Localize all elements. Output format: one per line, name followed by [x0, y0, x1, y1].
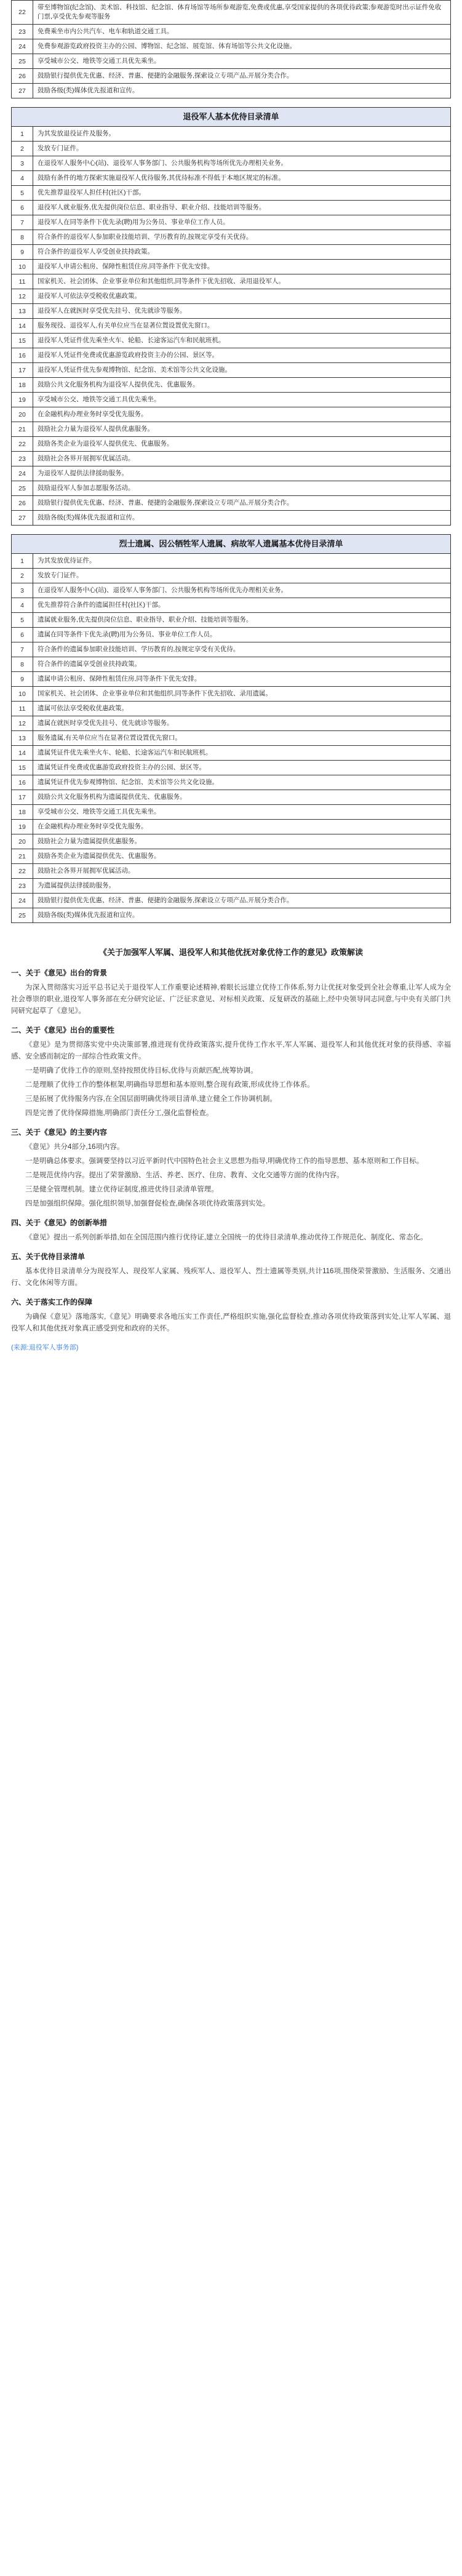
row-text: 服务遗属,有关单位应当在显著位置设置优先窗口。 [38, 734, 181, 742]
row-text: 发放专门证件。 [38, 572, 83, 579]
row-text: 鼓励各级(类)媒体优先报道和宣传。 [38, 87, 139, 94]
section-heading: 二、关于《意见》出台的重要性 [11, 1026, 115, 1034]
table-row [12, 702, 450, 716]
row-text: 遗属申请公租房、保障性租赁住房,同等条件下优先安排。 [38, 675, 201, 682]
table-row [12, 378, 450, 393]
row-text: 退役军人凭证件优先乘坐火车、轮船、长途客运汽车和民航班机。 [38, 337, 225, 344]
section-paragraph: 四是加强组织保障。强化组织领导,加强督促检查,确保各项优待政策落到实处。 [25, 1200, 270, 1207]
row-text: 鼓励公共文化服务机构为退役军人提供优先、优惠服务。 [38, 381, 199, 388]
row-number: 24 [12, 39, 33, 54]
row-number: 7 [12, 215, 33, 230]
row-number: 5 [12, 186, 33, 200]
section-paragraph: 为深入贯彻落实习近平总书记关于退役军人工作重要论述精神,着眼长远建立优待工作体系,努力让优抚对象受到全社会尊重,让军人成为全社会尊崇的职业,退役军人事务部在充分研究论证、广泛征求意见、对标相关政策、反复研改的基础上,经中央领导同志同意,与中央有关部门共同研究起草了《意见》。 [11, 984, 451, 1015]
row-text: 遗属凭证件优先参观博物馆、纪念馆、美术馆等公共文化设施。 [38, 778, 218, 786]
table-row [12, 25, 450, 39]
table-row [12, 215, 450, 230]
section-paragraph: 《意见》提出一系列创新举措,如在全国范围内推行优待证,建立全国统一的优待目录清单,推动优待工作规范化、制度化、常态化。 [25, 1234, 428, 1241]
table-row [12, 820, 450, 834]
row-text: 鼓励各级(类)媒体优先报道和宣传。 [38, 911, 139, 919]
row-text: 在退役军人服务中心(站)、退役军人事务部门、公共服务机构等场所优先办理相关业务。 [38, 159, 287, 167]
row-text: 鼓励社会各界开展拥军优属活动。 [38, 455, 135, 462]
row-number: 21 [12, 422, 33, 436]
row-number: 21 [12, 849, 33, 863]
section-paragraph: 一是明确了优待工作的原则,坚持按照优待目标,优待与贡献匹配,统筹协调。 [25, 1067, 258, 1074]
section-heading: 六、关于落实工作的保障 [11, 1298, 93, 1306]
section-paragraph: 《意见》是为贯彻落实党中央决策部署,推进现有优待政策落实,提升优待工作水平,军人军属、退役军人和其他优抚对象的获得感、幸福感、安全感而制定的一部综合性政策文件。 [11, 1041, 451, 1060]
row-number: 24 [12, 894, 33, 908]
row-text: 享受城市公交、地铁等交通工具优先乘坐。 [38, 57, 161, 65]
row-number: 2 [12, 569, 33, 583]
section-heading: 五、关于优待目录清单 [11, 1252, 86, 1261]
table-row [12, 319, 450, 334]
row-number: 26 [12, 496, 33, 510]
row-text: 国家机关、社会团体、企业事业单位和其他组织,同等条件下优先招收、录用退役军人。 [38, 278, 285, 285]
policy-interpretation-article [11, 923, 451, 1358]
row-number: 4 [12, 171, 33, 185]
table-row [12, 260, 450, 274]
row-text: 鼓励银行提供优先优惠、经济、普惠、便捷的金融服务,探索设立专项产品,开展分类合作。 [38, 72, 293, 79]
row-number: 12 [12, 716, 33, 730]
table-row [12, 289, 450, 304]
row-number: 19 [12, 820, 33, 834]
table-row [12, 864, 450, 879]
row-number: 12 [12, 289, 33, 303]
row-number: 22 [12, 1, 33, 24]
table-veteran-title: 退役军人基本优待目录清单 [12, 108, 450, 127]
row-text: 优先推荐退役军人担任村(社区)干部。 [38, 189, 145, 196]
row-number: 27 [12, 84, 33, 98]
table-row [12, 628, 450, 642]
row-number: 17 [12, 363, 33, 377]
table-row [12, 775, 450, 790]
row-text: 鼓励各类企业为遗属提供优先、优惠服务。 [38, 852, 161, 860]
row-text: 遗属凭证件优先乘坐火车、轮船、长途客运汽车和民航班机。 [38, 749, 212, 756]
row-number: 1 [12, 127, 33, 141]
row-number: 11 [12, 274, 33, 289]
row-number: 25 [12, 481, 33, 495]
table-row [12, 422, 450, 437]
table-row [12, 142, 450, 156]
row-text: 退役军人在就医时享受优先挂号、优先就诊等服务。 [38, 307, 186, 314]
row-text: 鼓励公共文化服务机构为遗属提供优先、优惠服务。 [38, 793, 186, 801]
row-text: 为退役军人提供法律援助服务。 [38, 470, 128, 477]
table-row [12, 452, 450, 466]
row-number: 27 [12, 511, 33, 525]
table-row [12, 805, 450, 820]
table-row [12, 186, 450, 201]
row-number: 14 [12, 319, 33, 333]
row-number: 20 [12, 834, 33, 849]
row-number: 2 [12, 142, 33, 156]
table-row [12, 274, 450, 289]
table-row [12, 790, 450, 805]
table-row [12, 156, 450, 171]
row-number: 5 [12, 613, 33, 627]
table-row [12, 39, 450, 54]
row-number: 14 [12, 746, 33, 760]
table-row [12, 171, 450, 186]
row-text: 鼓励社会力量为遗属提供优惠服务。 [38, 838, 141, 845]
table-row [12, 687, 450, 702]
table-row [12, 393, 450, 407]
section-heading: 一、关于《意见》出台的背景 [11, 969, 108, 977]
table-row [12, 69, 450, 84]
row-text: 在退役军人服务中心(站)、退役军人事务部门、公共服务机构等场所优先办理相关业务。 [38, 586, 287, 594]
row-number: 18 [12, 378, 33, 392]
table-martyr-title: 烈士遗属、因公牺牲军人遗属、病故军人遗属基本优待目录清单 [12, 535, 450, 554]
table-row [12, 511, 450, 525]
row-text: 符合条件的退役军人享受创业扶持政策。 [38, 248, 154, 255]
table-row [12, 201, 450, 215]
row-number: 10 [12, 687, 33, 701]
row-text: 享受城市公交、地铁等交通工具优先乘坐。 [38, 808, 161, 815]
row-text: 遗属在同等条件下优先录(聘)用为公务员、事业单位工作人员。 [38, 631, 217, 638]
table-row [12, 569, 450, 583]
table-row [12, 437, 450, 452]
table-row [12, 1, 450, 25]
row-text: 遗属在就医时享受优先挂号、优先就诊等服务。 [38, 719, 173, 727]
table-row [12, 230, 450, 245]
table-row [12, 834, 450, 849]
section-paragraph: 三是健全管理机制。建立优待证制度,推进优待目录清单管理。 [25, 1186, 218, 1193]
table-row [12, 407, 450, 422]
row-text: 符合条件的退役军人参加职业技能培训、学历教育的,按规定享受有关优待。 [38, 233, 253, 241]
row-number: 25 [12, 54, 33, 68]
row-text: 遗属就业服务,优先提供岗位信息、职业指导、职业介绍、技能培训等服务。 [38, 616, 253, 623]
table-row [12, 245, 450, 260]
row-text: 退役军人就业服务,优先提供岗位信息、职业指导、职业介绍、技能培训等服务。 [38, 204, 266, 211]
row-number: 8 [12, 230, 33, 244]
row-text: 符合条件的遗属享受创业扶持政策。 [38, 660, 141, 668]
row-text: 鼓励各级(类)媒体优先报道和宣传。 [38, 514, 139, 521]
article-source: (来源:退役军人事务部) [11, 1344, 79, 1351]
row-number: 16 [12, 775, 33, 790]
table-row [12, 908, 450, 922]
table-row [12, 348, 450, 363]
row-text: 带至博物馆(纪念馆)、美术馆、科技馆、纪念馆、体育场馆等场所参观游览,免费或优惠,享受国家提供的各项优待政策;参观游览时出示证件免收门票,享受优先参观等服务 [38, 4, 442, 20]
row-number: 6 [12, 201, 33, 215]
table-row [12, 894, 450, 908]
row-text: 鼓励各类企业为退役军人提供优先、优惠服务。 [38, 440, 173, 447]
row-text: 为其发放退役证件及服务。 [38, 130, 115, 137]
row-number: 19 [12, 393, 33, 407]
table-row [12, 613, 450, 628]
row-text: 发放专门证件。 [38, 145, 83, 152]
row-number: 15 [12, 334, 33, 348]
table-row [12, 746, 450, 761]
table-row [12, 731, 450, 746]
table-row [12, 127, 450, 142]
row-number: 6 [12, 628, 33, 642]
row-text: 服务现役、退役军人,有关单位应当在显著位置设置优先窗口。 [38, 322, 214, 329]
row-number: 7 [12, 642, 33, 657]
row-number: 22 [12, 864, 33, 878]
row-text: 鼓励社会各界开展拥军优属活动。 [38, 867, 135, 874]
section-paragraph: 基本优待目录清单分为现役军人、现役军人家属、残疾军人、退役军人、烈士遗属等类别,共计116项,围绕荣誉激励、生活服务、交通出行、文化休闲等方面。 [11, 1268, 451, 1287]
section-paragraph: 二是规范优待内容。提出了荣誉激励、生活、养老、医疗、住房、教育、文化交通等方面的优待内容。 [25, 1172, 344, 1179]
row-text: 退役军人凭证件免费或优惠游览政府投资主办的公园、景区等。 [38, 351, 218, 359]
row-text: 在金融机构办理业务时享受优先服务。 [38, 410, 148, 418]
table-row [12, 466, 450, 481]
row-number: 16 [12, 348, 33, 362]
table-row [12, 598, 450, 613]
section-paragraph: 二是理顺了优待工作的整体框架,明确指导思想和基本原则,整合现有政策,形成优待工作体系。 [25, 1081, 314, 1089]
row-number: 9 [12, 245, 33, 259]
row-text: 免费参观游览政府投资主办的公园、博物馆、纪念馆、展览馆、体育场馆等公共文化设施。 [38, 42, 296, 50]
row-number: 4 [12, 598, 33, 612]
row-number: 17 [12, 790, 33, 804]
row-text: 退役军人在同等条件下优先录(聘)用为公务员、事业单位工作人员。 [38, 218, 229, 226]
row-number: 13 [12, 731, 33, 745]
row-text: 退役军人凭证件优先参观博物馆、纪念馆、美术馆等公共文化设施。 [38, 366, 231, 374]
table-veteran-benefits [11, 107, 451, 526]
row-text: 遗属可依法享受税收优惠政策。 [38, 705, 128, 712]
row-number: 22 [12, 437, 33, 451]
row-text: 在金融机构办理业务时享受优先服务。 [38, 823, 148, 830]
row-number: 26 [12, 69, 33, 83]
table-row [12, 879, 450, 894]
table-row [12, 672, 450, 687]
row-text: 符合条件的遗属参加职业技能培训、学历教育的,按规定享受有关优待。 [38, 646, 240, 653]
section-paragraph: 一是明确总体要求。强调要坚持以习近平新时代中国特色社会主义思想为指导,明确优待工作的指导思想、基本原则和工作目标。 [25, 1158, 424, 1165]
row-number: 23 [12, 25, 33, 39]
row-text: 退役军人可依法享受税收优惠政策。 [38, 292, 141, 300]
table-row [12, 54, 450, 69]
table-row [12, 642, 450, 657]
section-paragraph: 《意见》共分4部分,16项内容。 [25, 1143, 124, 1151]
table-row [12, 84, 450, 98]
row-text: 免费乘坐市内公共汽车、电车和轨道交通工具。 [38, 28, 173, 35]
row-number: 13 [12, 304, 33, 318]
row-number: 11 [12, 702, 33, 716]
row-number: 3 [12, 156, 33, 170]
row-text: 国家机关、社会团体、企业事业单位和其他组织,同等条件下优先招收、录用遗属。 [38, 690, 272, 697]
section-heading: 四、关于《意见》的创新举措 [11, 1218, 108, 1227]
row-number: 25 [12, 908, 33, 922]
section-paragraph: 为确保《意见》落地落实,《意见》明确要求各地压实工作责任,严格组织实施,强化监督检查,推动各项优待政策落到实处,让军人军属、退役军人和其他优抚对象真正感受到党和政府的关怀。 [11, 1313, 451, 1332]
row-text: 鼓励银行提供优先优惠、经济、普惠、便捷的金融服务,探索设立专项产品,开展分类合作。 [38, 499, 293, 506]
row-text: 鼓励社会力量为退役军人提供优惠服务。 [38, 425, 154, 433]
section-paragraph: 四是完善了优待保障措施,明确部门责任分工,强化监督检查。 [25, 1110, 213, 1117]
table-row [12, 849, 450, 864]
row-number: 23 [12, 452, 33, 466]
row-number: 9 [12, 672, 33, 686]
row-text: 退役军人申请公租房、保障性租赁住房,同等条件下优先安排。 [38, 263, 214, 270]
table-row [12, 334, 450, 348]
row-text: 优先推荐符合条件的遗属担任村(社区)干部。 [38, 601, 165, 609]
table-row [12, 496, 450, 511]
row-text: 为遗属提供法律援助服务。 [38, 882, 115, 889]
table-row [12, 363, 450, 378]
row-number: 15 [12, 761, 33, 775]
row-text: 为其发放优待证件。 [38, 557, 96, 564]
row-text: 遗属凭证件免费或优惠游览政府投资主办的公园、景区等。 [38, 764, 205, 771]
row-number: 3 [12, 583, 33, 598]
table-row [12, 304, 450, 319]
row-number: 8 [12, 657, 33, 671]
row-number: 23 [12, 879, 33, 893]
table-servicemember-continued [11, 0, 451, 98]
article-title: 《关于加强军人军属、退役军人和其他优抚对象优待工作的意见》政策解读 [98, 948, 363, 957]
row-number: 10 [12, 260, 33, 274]
row-number: 18 [12, 805, 33, 819]
section-paragraph: 三是拓展了优待服务内容,在全国层面明确优待项目清单,建立健全工作协调机制。 [25, 1095, 277, 1103]
row-text: 鼓励退役军人参加志愿服务活动。 [38, 484, 135, 492]
table-row [12, 583, 450, 598]
table-row [12, 554, 450, 569]
row-number: 20 [12, 407, 33, 422]
table-row [12, 657, 450, 672]
row-number: 24 [12, 466, 33, 481]
table-row [12, 761, 450, 775]
table-martyr-family-benefits [11, 534, 451, 923]
row-text: 鼓励银行提供优先优惠、经济、普惠、便捷的金融服务,探索设立专项产品,开展分类合作。 [38, 897, 293, 904]
table-row [12, 716, 450, 731]
row-number: 1 [12, 554, 33, 568]
section-heading: 三、关于《意见》的主要内容 [11, 1128, 108, 1137]
row-text: 享受城市公交、地铁等交通工具优先乘坐。 [38, 396, 161, 403]
table-row [12, 481, 450, 496]
row-text: 鼓励有条件的地方探索实施退役军人优待服务,其优待标准不得低于本地区规定的标准。 [38, 174, 285, 182]
